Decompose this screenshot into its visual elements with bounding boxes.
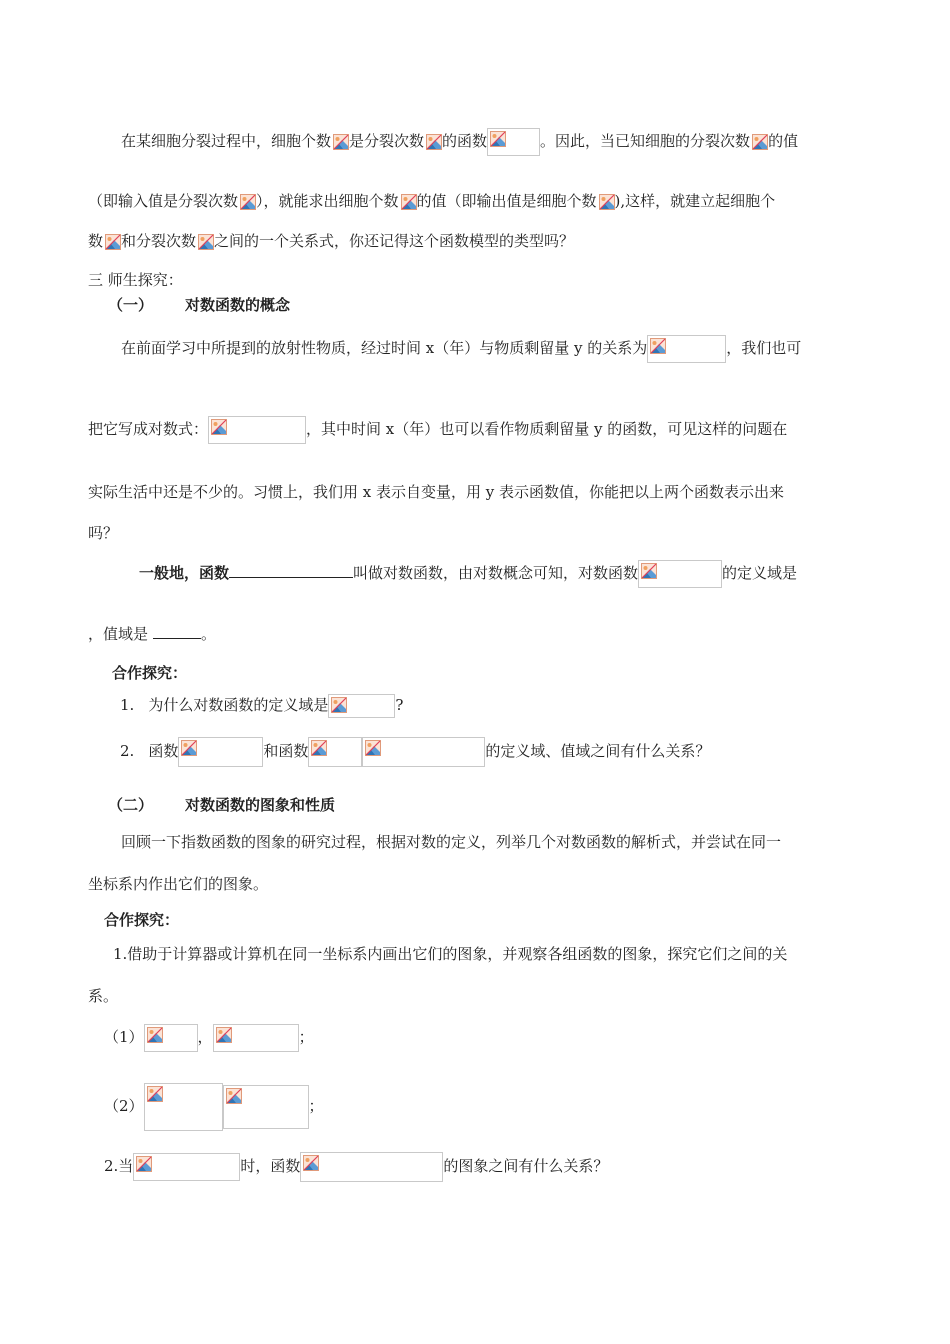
definition-line: 一般地，函数 叫做对数函数，由对数概念可知，对数函数 的定义域是 (139, 560, 797, 588)
formula-image (487, 128, 540, 156)
group-2: （2） ； (104, 1082, 324, 1131)
formula-image (362, 737, 485, 767)
formula-image (300, 1152, 443, 1182)
formula-image (133, 1153, 240, 1181)
broken-image-icon (750, 132, 768, 152)
broken-image-icon (238, 192, 256, 212)
broken-image-icon (103, 232, 121, 252)
part1-line-1: 在前面学习中所提到的放射性物质，经过时间 x（年）与物质剩留量 y 的关系为 ，我们也可 (121, 335, 801, 363)
task-2: 2.当 时，函数 的图象之间有什么关系？ (104, 1152, 608, 1182)
group-1: （1） ， ； (104, 1024, 314, 1052)
question-2: 2. 函数 和函数 的定义域、值域之间有什么关系？ (120, 737, 710, 767)
part1-line-3: 实际生活中还是不少的。习惯上，我们用 x 表示自变量，用 y 表示函数值，你能把以上两个函数表示出来 (88, 483, 785, 501)
intro-line-3: 数 和分裂次数 之间的一个关系式，你还记得这个函数模型的类型吗？ (88, 232, 575, 250)
coop-title-2: 合作探究： (104, 911, 180, 929)
task-1: 1.借助于计算器或计算机在同一坐标系内画出它们的图象，并观察各组函数的图象，探究它们之间的关 (113, 945, 788, 963)
formula-image (647, 335, 726, 363)
broken-image-icon (196, 232, 214, 252)
formula-image (638, 560, 722, 588)
range-line: ，值域是 。 (88, 625, 217, 643)
broken-image-icon (424, 132, 442, 152)
section-title: 三 师生探究： (88, 271, 183, 289)
intro-line-1: 在某细胞分裂过程中，细胞个数 是分裂次数 的函数 。因此，当已知细胞的分裂次数 的值 (121, 128, 798, 156)
fill-blank (229, 577, 353, 578)
formula-image (213, 1024, 299, 1052)
question-1: 1. 为什么对数函数的定义域是 ? (120, 694, 403, 718)
part2-heading: （二） 对数函数的图象和性质 (108, 796, 336, 814)
part2-line-1: 回顾一下指数函数的图象的研究过程，根据对数的定义，列举几个对数函数的解析式，并尝试在同一 (121, 833, 782, 851)
formula-image (223, 1085, 309, 1129)
formula-image (208, 416, 306, 444)
formula-image (328, 694, 395, 718)
part1-line-2: 把它写成对数式： ，其中时间 x（年）也可以看作物质剩留量 y 的函数，可见这样的问题在 (88, 416, 787, 444)
part1-heading: （一） 对数函数的概念 (108, 296, 291, 314)
fill-blank (153, 638, 201, 639)
formula-image (178, 737, 263, 767)
task-1-cont: 系。 (88, 987, 119, 1005)
broken-image-icon (399, 192, 417, 212)
part1-line-4: 吗？ (88, 524, 119, 542)
formula-image (308, 737, 362, 767)
part2-line-2: 坐标系内作出它们的图象。 (88, 875, 269, 893)
formula-image (144, 1024, 198, 1052)
formula-image (144, 1083, 223, 1131)
broken-image-icon (597, 192, 615, 212)
coop-title-1: 合作探究： (112, 664, 188, 682)
broken-image-icon (331, 132, 349, 152)
intro-line-2: （即输入值是分裂次数 ），就能求出细胞个数 的值（即输出值是细胞个数 ),这样，就建立起细胞个 (88, 192, 776, 210)
